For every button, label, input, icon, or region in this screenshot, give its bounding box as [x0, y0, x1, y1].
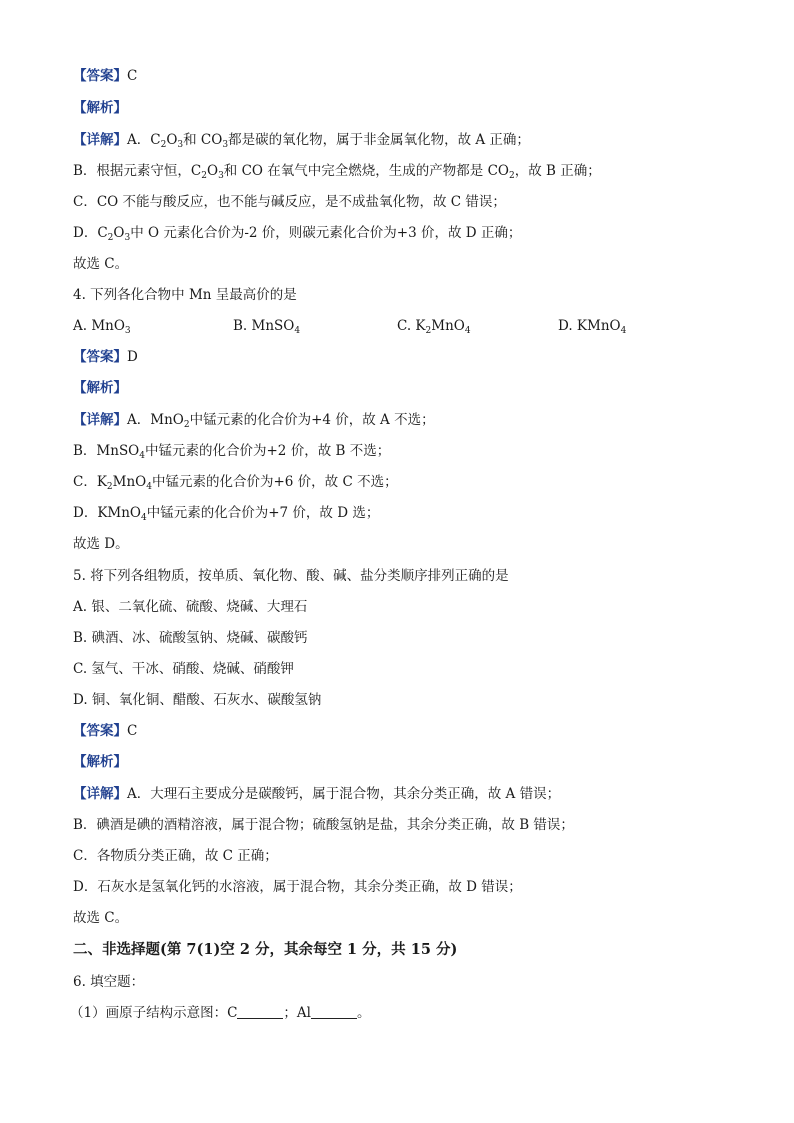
q4-option-d: D. KMnO$_4$: [558, 318, 627, 336]
q3-detail-c: C．CO 不能与酸反应，也不能与碱反应，是不成盐氧化物，故 C 错误；: [73, 194, 506, 210]
section-heading: 二、非选择题(第 7(1)空 2 分，其余每空 1 分，共 15 分): [73, 941, 458, 958]
q4-detail-c: C．$K_2MnO_4$中锰元素的化合价为+6 价，故 C 不选；: [73, 474, 398, 492]
q4-stem: 4. 下列各化合物中 Mn 呈最高价的是: [73, 287, 297, 303]
q3-answer-line: [73, 66, 734, 86]
q5-detail-c: C．各物质分类正确，故 C 正确；: [73, 848, 278, 864]
q4-detail-d: D．KMnO$_4$中锰元素的化合价为+7 价，故 D 选；: [73, 505, 380, 523]
analysis-tag: 【解析】: [73, 754, 127, 770]
q5-option-a: A. 银、二氧化硫、硫酸、烧碱、大理石: [73, 599, 308, 615]
q5-conclusion: 故选 C。: [73, 910, 129, 926]
answer-blank-c[interactable]: [237, 1004, 283, 1019]
detail-tag: 【详解】: [73, 132, 127, 148]
answer-tag: 【答案】: [73, 723, 127, 739]
q3-analysis-line: [73, 98, 734, 118]
q5-detail-b: B．碘酒是碘的酒精溶液，属于混合物；硫酸氢钠是盐，其余分类正确，故 B 错误；: [73, 817, 574, 833]
answer-tag: 【答案】: [73, 68, 127, 84]
q4-answer-line: [73, 347, 734, 367]
answer-value: C: [127, 723, 138, 739]
q5-stem: 5. 将下列各组物质，按单质、氧化物、酸、碱、盐分类顺序排列正确的是: [73, 568, 509, 584]
q5-detail-d: D．石灰水是氢氧化钙的水溶液，属于混合物，其余分类正确，故 D 错误；: [73, 879, 522, 895]
q5-option-d: D. 铜、氧化铜、醋酸、石灰水、碳酸氢钠: [73, 692, 322, 708]
q6-part1: （1）画原子结构示意图：C ；Al 。: [70, 1005, 371, 1021]
q5-answer-line: [73, 721, 734, 741]
answer-blank-al[interactable]: [311, 1004, 357, 1019]
detail-tag: 【详解】: [73, 412, 127, 428]
answer-tag: 【答案】: [73, 349, 127, 365]
q5-analysis-line: [73, 752, 734, 772]
q5-option-b: B. 碘酒、冰、硫酸氢钠、烧碱、碳酸钙: [73, 630, 308, 646]
q5-detail-a: 【详解】A．大理石主要成分是碳酸钙，属于混合物，其余分类正确，故 A 错误；: [73, 786, 561, 802]
q5-option-c: C. 氢气、干冰、硝酸、烧碱、硝酸钾: [73, 661, 294, 677]
q4-detail-b: B．MnSO$_4$中锰元素的化合价为+2 价，故 B 不选；: [73, 443, 391, 461]
q4-option-b: B. MnSO$_4$: [233, 318, 301, 336]
analysis-tag: 【解析】: [73, 380, 127, 396]
q6-stem: 6. 填空题：: [73, 974, 145, 990]
answer-value: C: [127, 68, 138, 84]
q3-conclusion: 故选 C。: [73, 256, 129, 272]
q3-detail-d: D．$C_2O_3$中 O 元素化合价为-2 价，则碳元素化合价为+3 价，故 D 正确；: [73, 225, 522, 243]
answer-value: D: [127, 349, 138, 365]
analysis-tag: 【解析】: [73, 100, 127, 116]
q3-detail-b: B．根据元素守恒，$C_2O_3$和 CO 在氧气中完全燃烧，生成的产物都是 $CO_2$，故 B 正确；: [73, 163, 601, 181]
q4-conclusion: 故选 D。: [73, 536, 129, 552]
q3-detail-a: 【详解】A．$C_2O_3$和 $CO_3$都是碳的氧化物，属于非金属氧化物，故 A 正确；: [73, 132, 530, 150]
detail-tag: 【详解】: [73, 786, 127, 802]
q4-option-c: C. $K_2MnO_4$: [397, 318, 471, 336]
q4-option-a: A. MnO$_3$: [73, 318, 131, 336]
q4-detail-a: 【详解】A．MnO$_2$中锰元素的化合价为+4 价，故 A 不选；: [73, 412, 435, 430]
q4-analysis-line: [73, 378, 734, 398]
